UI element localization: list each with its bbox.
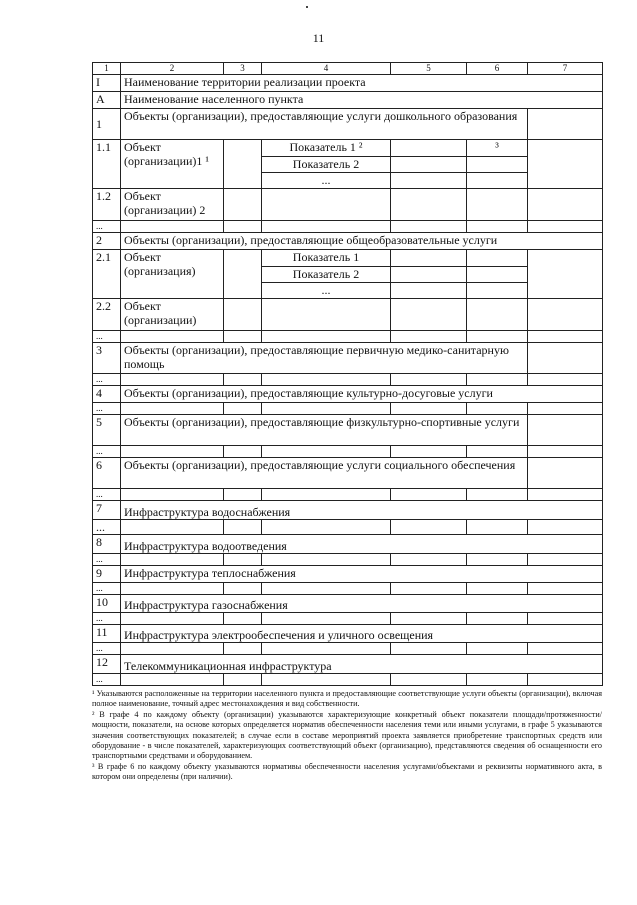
footnote-mark: ³ (467, 140, 528, 157)
section-row (93, 501, 603, 520)
settlement-row (93, 92, 603, 109)
indicator-cell: ... (262, 173, 391, 189)
indicator-cell: ... (262, 283, 391, 299)
ellipsis-row (93, 331, 603, 343)
row-number: 5 (93, 415, 121, 446)
row-title: Объекты (организации), предоставляющие общеобразовательные услуги (121, 233, 603, 250)
row-title: Инфраструктура теплоснабжения (121, 566, 603, 583)
section-row (93, 109, 603, 140)
row-number: 6 (93, 458, 121, 489)
section-row (93, 343, 603, 374)
footnote-3: ³ В графе 6 по каждому объекту указываются нормативы обеспеченности населения услугами/объектами и реквизиты нормативного акта, в котором они определены (при наличии). (92, 761, 602, 782)
object-name: Объект (организации) 2 (121, 189, 224, 221)
object-name: Объект (организация) (121, 250, 224, 299)
row-number: 12 (93, 655, 121, 674)
column-number: 1 (93, 63, 121, 75)
row-number: 1.2 (93, 189, 121, 221)
row-title: Инфраструктура газоснабжения (121, 595, 603, 613)
section-row (93, 386, 603, 403)
row-title: Телекоммуникационная инфраструктура (121, 655, 603, 674)
column-number: 2 (121, 63, 224, 75)
ellipsis-row (93, 374, 603, 386)
row-title: Инфраструктура электрообеспечения и уличного освещения (121, 625, 603, 643)
footnote-2: ² В графе 4 по каждому объекту (организации) указываются характеризующие конкретный объект показатели площади/протяженности/мощности, показатели, на основе которых определяется норматив обеспеченности населения теми или иными услугами, в графе 5 указываются значения соответствующих показателей; в случае если в составе мероприятий проекта заявляется приобретение транспортных средств или оборудование - в числе показателей, характеризующих соответствующий объект (организацию), представляются сведения об оснащенности его транспортными средствами и оборудованием. (92, 709, 602, 761)
row-number: ... (93, 583, 121, 595)
column-number: 5 (391, 63, 467, 75)
column-number: 4 (262, 63, 391, 75)
scan-mark (306, 6, 308, 8)
row-number: ... (93, 446, 121, 458)
row-title: Наименование территории реализации проекта (121, 75, 603, 92)
object-row (93, 189, 603, 221)
row-number: ... (93, 674, 121, 686)
row-title: Объекты (организации), предоставляющие услуги социального обеспечения (121, 458, 528, 489)
section-row (93, 415, 603, 446)
section-row (93, 233, 603, 250)
row-number: ... (93, 331, 121, 343)
column-number-row (93, 63, 603, 75)
section-row (93, 625, 603, 643)
row-title: Объекты (организации), предоставляющие первичную медико-санитарную помощь (121, 343, 528, 374)
row-number: ... (93, 520, 121, 535)
row-title: Объекты (организации), предоставляющие культурно-досуговые услуги (121, 386, 603, 403)
row-number: 2.1 (93, 250, 121, 299)
row-number: 9 (93, 566, 121, 583)
row-title: Объекты (организации), предоставляющие физкультурно-спортивные услуги (121, 415, 528, 446)
row-number: 10 (93, 595, 121, 613)
ellipsis-row (93, 446, 603, 458)
ellipsis-row (93, 613, 603, 625)
row-number: 4 (93, 386, 121, 403)
object-name: Объект (организации)1 ¹ (121, 140, 224, 189)
indicator-cell: Показатель 2 (262, 267, 391, 283)
row-number: 2.2 (93, 299, 121, 331)
indicator-cell: Показатель 2 (262, 157, 391, 173)
row-number: 8 (93, 535, 121, 554)
territory-row (93, 75, 603, 92)
row-title: Инфраструктура водоотведения (121, 535, 603, 554)
object-row (93, 299, 603, 331)
section-row (93, 566, 603, 583)
row-number: 1.1 (93, 140, 121, 189)
row-number: ... (93, 613, 121, 625)
footnotes (92, 689, 602, 783)
ellipsis-row (93, 643, 603, 655)
row-number: 11 (93, 625, 121, 643)
row-number: ... (93, 643, 121, 655)
row-number: 1 (93, 109, 121, 140)
ellipsis-row (93, 674, 603, 686)
row-number: 7 (93, 501, 121, 520)
row-title: Объекты (организации), предоставляющие услуги дошкольного образования (121, 109, 528, 140)
row-title: Наименование населенного пункта (121, 92, 603, 109)
ellipsis-row (93, 520, 603, 535)
row-number: ... (93, 403, 121, 415)
row-number: ... (93, 374, 121, 386)
indicator-cell: Показатель 1 ² (262, 140, 391, 157)
ellipsis-row (93, 583, 603, 595)
section-row (93, 655, 603, 674)
column-number: 6 (467, 63, 528, 75)
object-name: Объект (организации) (121, 299, 224, 331)
page-number: 11 (312, 31, 325, 45)
section-row (93, 535, 603, 554)
row-number: 3 (93, 343, 121, 374)
row-number: А (93, 92, 121, 109)
row-number: 2 (93, 233, 121, 250)
ellipsis-row (93, 221, 603, 233)
row-number: ... (93, 554, 121, 566)
indicator-cell: Показатель 1 (262, 250, 391, 267)
footnote-1: ¹ Указываются расположенные на территории населенного пункта и предоставляющие соответствующие услуги объекты (организации), включая полное наименование, точный адрес местонахождения и вид собственности. (92, 689, 602, 709)
row-number: ... (93, 489, 121, 501)
row-number: ... (93, 221, 121, 233)
object-row (93, 250, 603, 267)
ellipsis-row (93, 489, 603, 501)
ellipsis-row (93, 403, 603, 415)
section-row (93, 595, 603, 613)
row-title: Инфраструктура водоснабжения (121, 501, 603, 520)
row-number: I (93, 75, 121, 92)
object-row (93, 140, 603, 157)
column-number: 3 (224, 63, 262, 75)
section-row (93, 458, 603, 489)
column-number: 7 (528, 63, 603, 75)
project-infrastructure-table (92, 62, 603, 686)
ellipsis-row (93, 554, 603, 566)
